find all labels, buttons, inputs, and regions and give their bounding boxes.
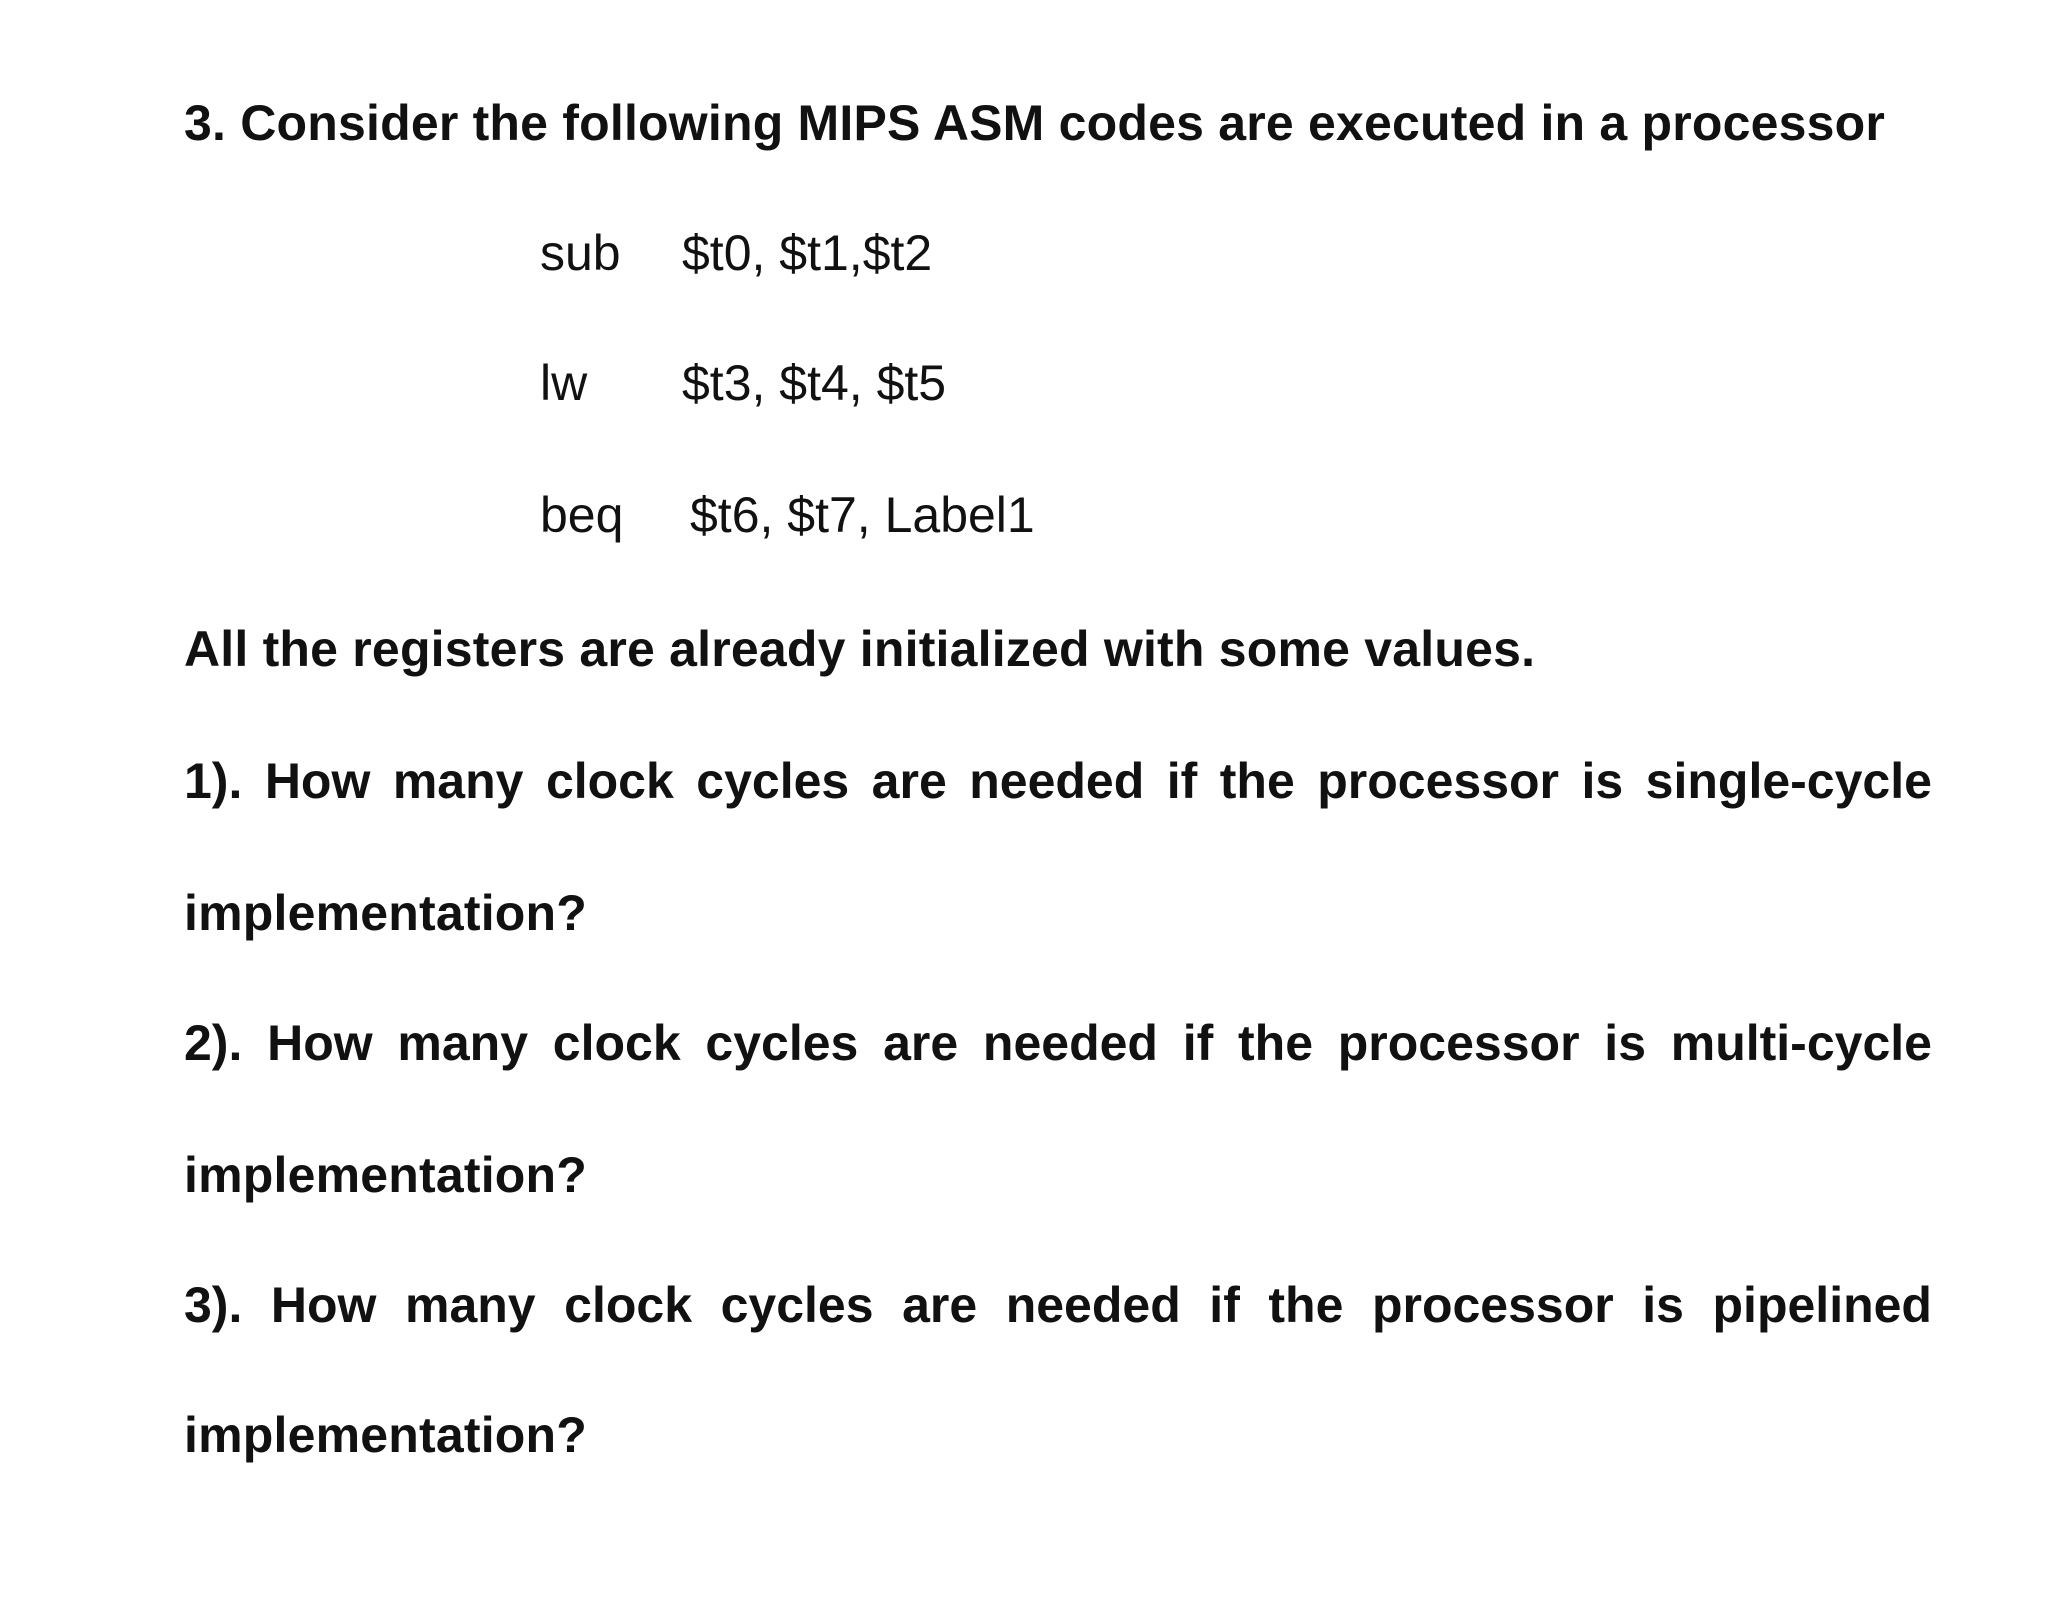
word: clock <box>564 1277 693 1333</box>
word: the <box>1219 753 1295 809</box>
word: if <box>1182 1015 1214 1071</box>
word: clock <box>545 753 674 809</box>
question-part-line <box>184 1277 1932 1333</box>
word: is <box>1642 1277 1684 1333</box>
word: single-cycle <box>1645 753 1932 809</box>
word: are <box>871 753 947 809</box>
question-heading: 3. Consider the following MIPS ASM codes are executed in a processor <box>184 95 1886 151</box>
word: cycles <box>705 1015 859 1071</box>
word: How <box>264 753 371 809</box>
word: needed <box>982 1015 1158 1071</box>
question-part-line <box>184 1015 1932 1071</box>
word: processor <box>1371 1277 1614 1333</box>
word: cycles <box>720 1277 874 1333</box>
word: is <box>1581 753 1624 809</box>
word: are <box>902 1277 978 1333</box>
question-part-line <box>184 753 1932 809</box>
word: if <box>1166 753 1198 809</box>
word: needed <box>1005 1277 1181 1333</box>
instruction-mnemonic: beq <box>540 487 624 543</box>
word: many <box>392 753 524 809</box>
word: needed <box>969 753 1145 809</box>
word: clock <box>552 1015 681 1071</box>
word: 3). <box>184 1277 243 1333</box>
word: the <box>1268 1277 1344 1333</box>
registers-note: All the registers are already initialized with some values. <box>184 621 1536 677</box>
word: processor <box>1317 753 1560 809</box>
word: cycles <box>696 753 850 809</box>
instruction-mnemonic: sub <box>540 225 621 281</box>
word: the <box>1238 1015 1314 1071</box>
word: How <box>270 1277 377 1333</box>
word: processor <box>1337 1015 1580 1071</box>
instruction-operands: $t3, $t4, $t5 <box>682 355 947 411</box>
word: if <box>1209 1277 1240 1333</box>
question-part-continuation: implementation? <box>184 1407 588 1463</box>
word: many <box>397 1015 529 1071</box>
word: pipelined <box>1712 1277 1932 1333</box>
question-part-continuation: implementation? <box>184 1147 588 1203</box>
word: many <box>405 1277 536 1333</box>
instruction-operands: $t0, $t1,$t2 <box>682 225 933 281</box>
word: are <box>883 1015 959 1071</box>
instruction-operands: $t6, $t7, Label1 <box>690 487 1035 543</box>
word: is <box>1604 1015 1646 1071</box>
word: How <box>267 1015 373 1071</box>
question-part-continuation: implementation? <box>184 885 588 941</box>
word: 1). <box>184 753 243 809</box>
word: 2). <box>184 1015 243 1071</box>
word: multi-cycle <box>1670 1015 1932 1071</box>
instruction-mnemonic: lw <box>540 355 588 411</box>
